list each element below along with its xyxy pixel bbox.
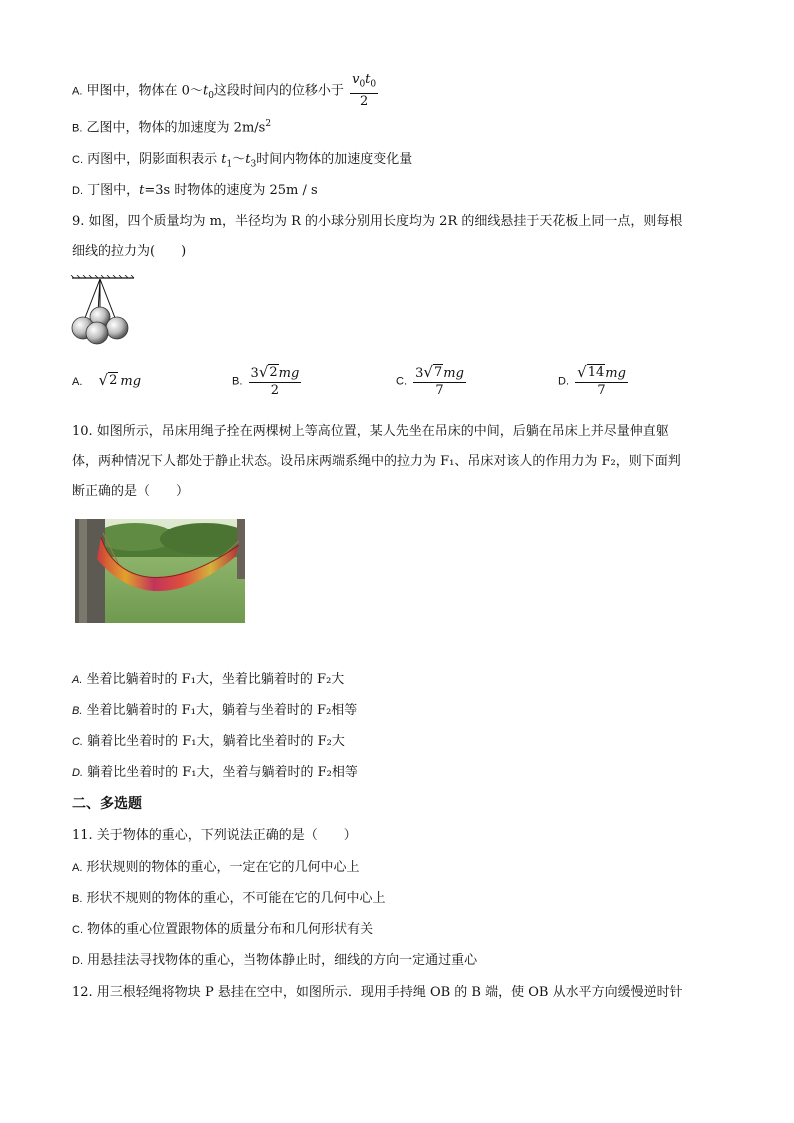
q10-option-b: B. 坐着比躺着时的 F₁大，躺着与坐着时的 F₂相等 bbox=[72, 703, 358, 718]
q9-option-b: B. 3 √ 2 mg 2 bbox=[232, 363, 300, 398]
hammock-photo bbox=[75, 519, 245, 623]
section-title-multiple-choice: 二、多选题 bbox=[72, 796, 142, 812]
q10-stem-line1: 10. 如图所示，吊床用绳子拴在两棵树上等高位置，某人先坐在吊床的中间，后躺在吊床上并尽量伸直躯 bbox=[72, 424, 669, 439]
q10-stem-line2: 体，两种情况下人都处于静止状态。设吊床两端系绳中的拉力为 F₁、吊床对该人的作用力为 F₂，则下面判 bbox=[72, 454, 681, 469]
q9-option-a: A. √ 2 mg bbox=[72, 371, 142, 389]
q9-stem-line1: 9. 如图，四个质量均为 m，半径均为 R 的小球分别用长度均为 2R 的细线悬挂于天花板上同一点，则每根 bbox=[72, 214, 683, 229]
q10-option-a: A. 坐着比躺着时的 F₁大，坐着比躺着时的 F₂大 bbox=[72, 672, 345, 687]
q9-option-c: C. 3 √ 7 mg 7 bbox=[396, 363, 464, 398]
q10-stem-line3: 断正确的是（ ） bbox=[72, 484, 190, 499]
q8-option-a: A. 甲图中，物体在 $0\sim t_0$这段时间内的位移小于 $\frac{v_0t_0}{2}$ bbox=[72, 72, 377, 109]
q11-option-d: D. 用悬挂法寻找物体的重心，当物体静止时，细线的方向一定通过重心 bbox=[72, 953, 478, 968]
q9-option-d: D. √ 14 mg 7 bbox=[558, 363, 626, 398]
q9-stem-line2: 细线的拉力为( ) bbox=[72, 244, 187, 259]
four-balls-figure bbox=[70, 275, 136, 347]
q11-stem: 11. 关于物体的重心，下列说法正确的是（ ） bbox=[72, 828, 357, 843]
fraction-v0t0-over-2: $\frac{v_0t_0}{2}$ bbox=[352, 72, 377, 109]
q8-option-b: B. 乙图中，物体的加速度为 $2m/s^2$ bbox=[72, 119, 272, 136]
q8-option-c: C. 丙图中，阴影面积表示 $t_1\sim t_3$时间内物体的加速度变化量 bbox=[72, 152, 413, 170]
q11-option-a: A. 形状规则的物体的重心，一定在它的几何中心上 bbox=[72, 860, 360, 875]
q11-option-b: B. 形状不规则的物体的重心，不可能在它的几何中心上 bbox=[72, 891, 386, 906]
q11-option-c: C. 物体的重心位置跟物体的质量分布和几何形状有关 bbox=[72, 922, 374, 937]
q12-stem: 12. 用三根轻绳将物块 P 悬挂在空中，如图所示．现用手持绳 OB 的 B 端，使 OB 从水平方向缓慢逆时针 bbox=[72, 985, 683, 1000]
q10-option-d: D. 躺着比坐着时的 F₁大，坐着与躺着时的 F₂相等 bbox=[72, 765, 358, 780]
q10-option-c: C. 躺着比坐着时的 F₁大，躺着比坐着时的 F₂大 bbox=[72, 734, 345, 749]
q8-option-d: D. 丁图中，t=3s 时物体的速度为 25m / s bbox=[72, 183, 318, 198]
